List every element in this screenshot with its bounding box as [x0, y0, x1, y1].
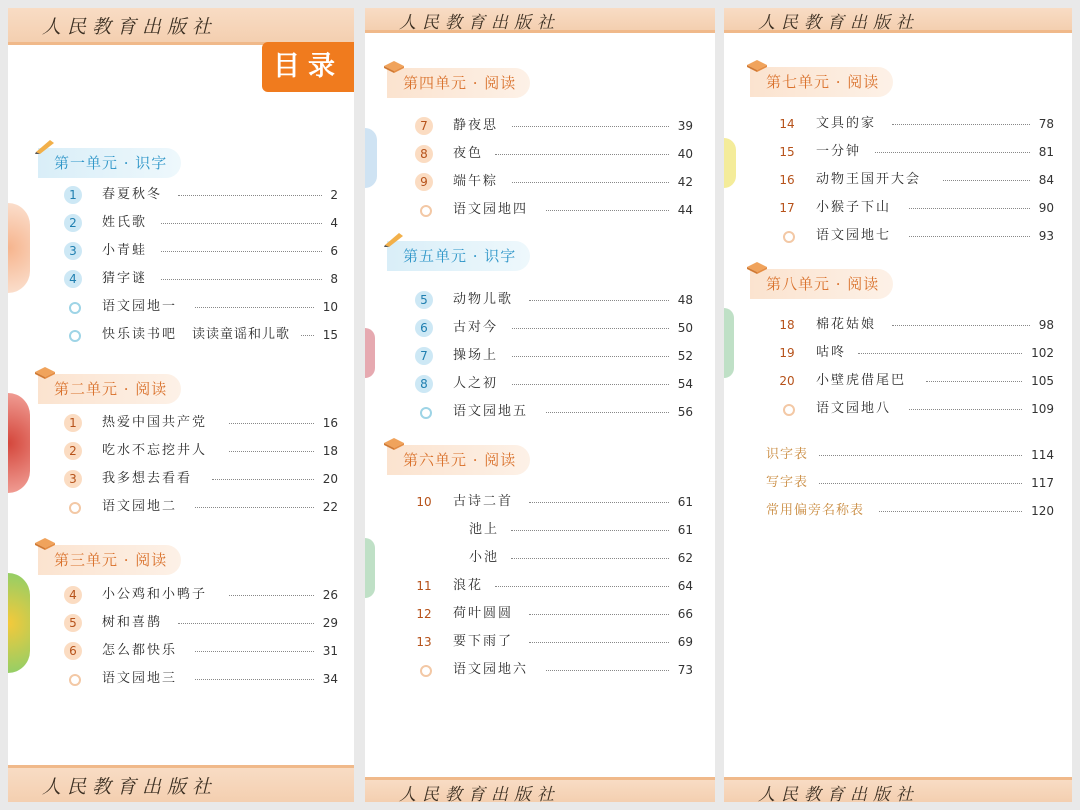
toc-entry[interactable] — [64, 496, 338, 518]
lesson-title: 怎么都快乐 — [102, 643, 178, 658]
page-number: 62 — [677, 551, 693, 565]
unit-heading: 第四单元 · 阅读 — [387, 68, 530, 98]
toc-entry[interactable] — [778, 113, 1054, 135]
lesson-title: 语文园地六 — [453, 662, 529, 677]
dot-leader — [512, 126, 669, 127]
bullet-circle-icon — [783, 404, 795, 416]
unit-heading: 第八单元 · 阅读 — [750, 269, 893, 299]
unit-heading: 第三单元 · 阅读 — [38, 545, 181, 575]
toc-entry[interactable] — [778, 197, 1054, 219]
publisher-header — [724, 8, 1072, 33]
lesson-number: 13 — [416, 635, 432, 649]
toc-entry[interactable] — [64, 212, 338, 234]
side-illustration — [365, 128, 377, 188]
toc-page-3 — [724, 8, 1072, 802]
lesson-number: 2 — [64, 214, 82, 232]
toc-entry[interactable] — [64, 584, 338, 606]
publisher-header — [8, 8, 354, 45]
dot-leader — [161, 251, 322, 252]
lesson-title: 我多想去看看 — [102, 471, 193, 486]
toc-entry[interactable] — [64, 268, 338, 290]
toc-title: 目录 — [262, 42, 354, 92]
dot-leader — [909, 409, 1022, 410]
lesson-number: 11 — [416, 579, 432, 593]
toc-entry[interactable] — [415, 401, 693, 423]
page-number: 48 — [677, 293, 693, 307]
dot-leader — [161, 279, 322, 280]
toc-entry[interactable] — [415, 143, 693, 165]
side-illustration — [724, 138, 736, 188]
publisher-logo: 人民教育出版社 — [758, 785, 919, 802]
page-number: 16 — [322, 416, 338, 430]
toc-entry[interactable] — [415, 171, 693, 193]
side-illustration — [365, 538, 375, 598]
page-number: 109 — [1031, 402, 1054, 416]
book-icon — [383, 435, 405, 451]
page-number: 20 — [322, 472, 338, 486]
lesson-title: 姓氏歌 — [102, 215, 148, 230]
unit-icon-wrap — [746, 259, 766, 273]
dot-leader — [529, 614, 669, 615]
dot-leader — [512, 384, 669, 385]
dot-leader — [512, 356, 669, 357]
toc-entry[interactable] — [415, 345, 693, 367]
unit-icon-wrap — [34, 138, 54, 152]
publisher-footer — [8, 765, 354, 802]
lesson-number: 1 — [64, 414, 82, 432]
dot-leader — [195, 307, 314, 308]
lesson-number: 10 — [416, 495, 432, 509]
lesson-number: 17 — [779, 201, 795, 215]
lesson-title: 小壁虎借尾巴 — [816, 373, 907, 388]
lesson-title: 语文园地七 — [816, 228, 892, 243]
bullet-circle-icon — [69, 502, 81, 514]
page-number: 44 — [677, 203, 693, 217]
lesson-title: 棉花姑娘 — [816, 317, 877, 332]
toc-entry[interactable] — [415, 199, 693, 221]
page-number: 61 — [677, 523, 693, 537]
toc-page-2 — [365, 8, 715, 802]
lesson-title: 荷叶圆圆 — [453, 606, 514, 621]
pencil-icon — [34, 138, 56, 154]
toc-entry[interactable] — [778, 314, 1054, 336]
lesson-title: 春夏秋冬 — [102, 187, 163, 202]
unit-heading: 第一单元 · 识字 — [38, 148, 181, 178]
dot-leader — [178, 195, 322, 196]
page-number: 22 — [322, 500, 338, 514]
page-number: 102 — [1031, 346, 1054, 360]
lesson-title: 语文园地八 — [816, 401, 892, 416]
lesson-title: 吃水不忘挖井人 — [102, 443, 208, 458]
toc-entry[interactable] — [778, 398, 1054, 420]
page-number: 26 — [322, 588, 338, 602]
toc-entry[interactable] — [415, 373, 693, 395]
dot-leader — [229, 423, 314, 424]
dot-leader — [892, 124, 1030, 125]
bullet-circle-icon — [69, 302, 81, 314]
bullet-circle-icon — [420, 407, 432, 419]
page-number: 18 — [322, 444, 338, 458]
lesson-title: 语文园地三 — [102, 671, 178, 686]
toc-entry[interactable] — [64, 324, 338, 346]
bullet-circle-icon — [69, 330, 81, 342]
dot-leader — [161, 223, 322, 224]
lesson-number: 5 — [415, 291, 433, 309]
lesson-title: 静夜思 — [453, 118, 499, 133]
page-number: 69 — [677, 635, 693, 649]
lesson-number: 16 — [779, 173, 795, 187]
lesson-title: 浪花 — [453, 578, 484, 593]
page-number: 81 — [1038, 145, 1054, 159]
lesson-title: 人之初 — [453, 376, 499, 391]
bullet-circle-icon — [783, 231, 795, 243]
page-number: 34 — [322, 672, 338, 686]
unit-heading: 第七单元 · 阅读 — [750, 67, 893, 97]
dot-leader — [909, 208, 1030, 209]
page-number: 61 — [677, 495, 693, 509]
dot-leader — [546, 670, 669, 671]
book-icon — [34, 535, 56, 551]
unit-icon-wrap — [383, 58, 403, 72]
lesson-title: 语文园地一 — [102, 299, 178, 314]
dot-leader — [529, 300, 669, 301]
dot-leader — [546, 210, 669, 211]
book-icon — [746, 259, 768, 275]
toc-entry[interactable] — [415, 603, 693, 625]
lesson-number: 7 — [415, 347, 433, 365]
lesson-number: 1 — [64, 186, 82, 204]
toc-entry[interactable] — [415, 547, 693, 569]
bullet-circle-icon — [420, 665, 432, 677]
dot-leader — [301, 335, 314, 336]
dot-leader — [926, 381, 1022, 382]
lesson-title: 快乐读书吧 — [102, 327, 178, 342]
appendix-entry[interactable] — [766, 444, 1054, 466]
book-icon — [383, 58, 405, 74]
page-number: 40 — [677, 147, 693, 161]
toc-entry[interactable] — [415, 631, 693, 653]
publisher-footer — [365, 777, 715, 802]
toc-entry[interactable] — [415, 491, 693, 513]
toc-entry[interactable] — [64, 184, 338, 206]
dot-leader — [495, 586, 669, 587]
publisher-logo: 人民教育出版社 — [42, 776, 218, 798]
unit-heading: 第五单元 · 识字 — [387, 241, 530, 271]
lesson-title: 文具的家 — [816, 116, 877, 131]
appendix-entry[interactable] — [766, 472, 1054, 494]
lesson-title: 热爱中国共产党 — [102, 415, 208, 430]
dot-leader — [195, 679, 314, 680]
lesson-number: 5 — [64, 614, 82, 632]
toc-entry[interactable] — [415, 575, 693, 597]
dot-leader — [529, 502, 669, 503]
publisher-logo: 人民教育出版社 — [399, 785, 560, 802]
dot-leader — [875, 152, 1030, 153]
page-number: 105 — [1031, 374, 1054, 388]
dot-leader — [511, 558, 669, 559]
toc-entry[interactable] — [415, 317, 693, 339]
dot-leader — [529, 642, 669, 643]
lesson-title: 小公鸡和小鸭子 — [102, 587, 208, 602]
side-illustration — [8, 393, 30, 493]
appendix-entry[interactable] — [766, 500, 1054, 522]
unit-heading: 第六单元 · 阅读 — [387, 445, 530, 475]
toc-entry[interactable] — [778, 342, 1054, 364]
page-number: 78 — [1038, 117, 1054, 131]
page-number: 29 — [322, 616, 338, 630]
lesson-number: 3 — [64, 242, 82, 260]
dot-leader — [819, 483, 1022, 484]
page-number: 2 — [330, 188, 338, 202]
dot-leader — [212, 479, 314, 480]
page-number: 90 — [1038, 201, 1054, 215]
lesson-title: 小青蛙 — [102, 243, 148, 258]
page-number: 6 — [330, 244, 338, 258]
lesson-title: 语文园地二 — [102, 499, 178, 514]
toc-entry[interactable] — [64, 612, 338, 634]
lesson-number: 4 — [64, 270, 82, 288]
page-number: 4 — [330, 216, 338, 230]
lesson-number: 8 — [415, 375, 433, 393]
page-number: 15 — [322, 328, 338, 342]
book-icon — [34, 364, 56, 380]
page-number: 117 — [1031, 476, 1054, 490]
dot-leader — [943, 180, 1030, 181]
side-illustration — [8, 573, 30, 673]
dot-leader — [229, 595, 314, 596]
publisher-logo: 人民教育出版社 — [42, 16, 218, 38]
publisher-header — [365, 8, 715, 33]
unit-icon-wrap — [34, 535, 54, 549]
appendix-title: 写字表 — [766, 475, 809, 490]
page-number: 114 — [1031, 448, 1054, 462]
lesson-number: 12 — [416, 607, 432, 621]
lesson-title: 一分钟 — [816, 144, 862, 159]
lesson-number: 6 — [64, 642, 82, 660]
appendix-title: 识字表 — [766, 447, 809, 462]
page-number: 52 — [677, 349, 693, 363]
lesson-title: 动物儿歌 — [453, 292, 514, 307]
toc-entry[interactable] — [415, 115, 693, 137]
toc-entry[interactable] — [64, 668, 338, 690]
toc-entry[interactable] — [778, 225, 1054, 247]
lesson-title: 小池 — [469, 550, 500, 565]
page-number: 39 — [677, 119, 693, 133]
lesson-title: 猜字谜 — [102, 271, 148, 286]
lesson-title: 树和喜鹊 — [102, 615, 163, 630]
dot-leader — [495, 154, 669, 155]
lesson-title: 要下雨了 — [453, 634, 514, 649]
appendix-title: 常用偏旁名称表 — [766, 503, 865, 518]
toc-entry[interactable] — [64, 640, 338, 662]
page-number: 42 — [677, 175, 693, 189]
lesson-title: 操场上 — [453, 348, 499, 363]
bullet-circle-icon — [420, 205, 432, 217]
unit-icon-wrap — [383, 435, 403, 449]
lesson-number: 3 — [64, 470, 82, 488]
dot-leader — [546, 412, 669, 413]
lesson-title: 端午粽 — [453, 174, 499, 189]
unit-icon-wrap — [746, 57, 766, 71]
book-icon — [746, 57, 768, 73]
page-number: 56 — [677, 405, 693, 419]
pencil-icon — [383, 231, 405, 247]
dot-leader — [512, 328, 669, 329]
dot-leader — [195, 651, 314, 652]
lesson-number: 2 — [64, 442, 82, 460]
publisher-logo: 人民教育出版社 — [399, 13, 560, 33]
lesson-title: 咕咚 — [816, 345, 847, 360]
toc-entry[interactable] — [64, 240, 338, 262]
publisher-footer — [724, 777, 1072, 802]
lesson-title: 古诗二首 — [453, 494, 514, 509]
toc-entry[interactable] — [64, 468, 338, 490]
page-number: 10 — [322, 300, 338, 314]
lesson-number: 9 — [415, 173, 433, 191]
page-number: 120 — [1031, 504, 1054, 518]
lesson-title: 夜色 — [453, 146, 484, 161]
unit-icon-wrap — [383, 231, 403, 245]
toc-entry[interactable] — [778, 370, 1054, 392]
dot-leader — [512, 182, 669, 183]
dot-leader — [858, 353, 1022, 354]
unit-icon-wrap — [34, 364, 54, 378]
lesson-number: 4 — [64, 586, 82, 604]
toc-entry[interactable] — [778, 169, 1054, 191]
side-illustration — [8, 203, 30, 293]
unit-heading: 第二单元 · 阅读 — [38, 374, 181, 404]
dot-leader — [195, 507, 314, 508]
dot-leader — [229, 451, 314, 452]
dot-leader — [909, 236, 1030, 237]
lesson-number: 20 — [779, 374, 795, 388]
page-number: 54 — [677, 377, 693, 391]
page-number: 8 — [330, 272, 338, 286]
lesson-title: 池上 — [469, 522, 500, 537]
toc-entry[interactable] — [415, 659, 693, 681]
page-number: 50 — [677, 321, 693, 335]
lesson-number: 8 — [415, 145, 433, 163]
toc-entry[interactable] — [64, 412, 338, 434]
lesson-number: 19 — [779, 346, 795, 360]
page-number: 98 — [1038, 318, 1054, 332]
toc-entry[interactable] — [415, 289, 693, 311]
lesson-number: 6 — [415, 319, 433, 337]
lesson-number: 7 — [415, 117, 433, 135]
toc-entry[interactable] — [415, 519, 693, 541]
lesson-title: 古对今 — [453, 320, 499, 335]
bullet-circle-icon — [69, 674, 81, 686]
dot-leader — [819, 455, 1022, 456]
lesson-number: 14 — [779, 117, 795, 131]
lesson-title: 语文园地四 — [453, 202, 529, 217]
page-number: 93 — [1038, 229, 1054, 243]
side-illustration — [724, 308, 734, 378]
page-number: 84 — [1038, 173, 1054, 187]
lesson-number: 15 — [779, 145, 795, 159]
lesson-subtitle: 读读童谣和儿歌 — [192, 327, 291, 342]
page-number: 73 — [677, 663, 693, 677]
dot-leader — [879, 511, 1022, 512]
page-number: 64 — [677, 579, 693, 593]
toc-page-1 — [8, 8, 354, 802]
lesson-number: 18 — [779, 318, 795, 332]
toc-entry[interactable] — [64, 296, 338, 318]
dot-leader — [178, 623, 314, 624]
page-number: 31 — [322, 644, 338, 658]
toc-entry[interactable] — [64, 440, 338, 462]
side-illustration — [365, 328, 375, 378]
lesson-title: 语文园地五 — [453, 404, 529, 419]
dot-leader — [892, 325, 1030, 326]
toc-entry[interactable] — [778, 141, 1054, 163]
publisher-logo: 人民教育出版社 — [758, 13, 919, 33]
lesson-title: 动物王国开大会 — [816, 172, 922, 187]
lesson-title: 小猴子下山 — [816, 200, 892, 215]
dot-leader — [511, 530, 669, 531]
page-number: 66 — [677, 607, 693, 621]
